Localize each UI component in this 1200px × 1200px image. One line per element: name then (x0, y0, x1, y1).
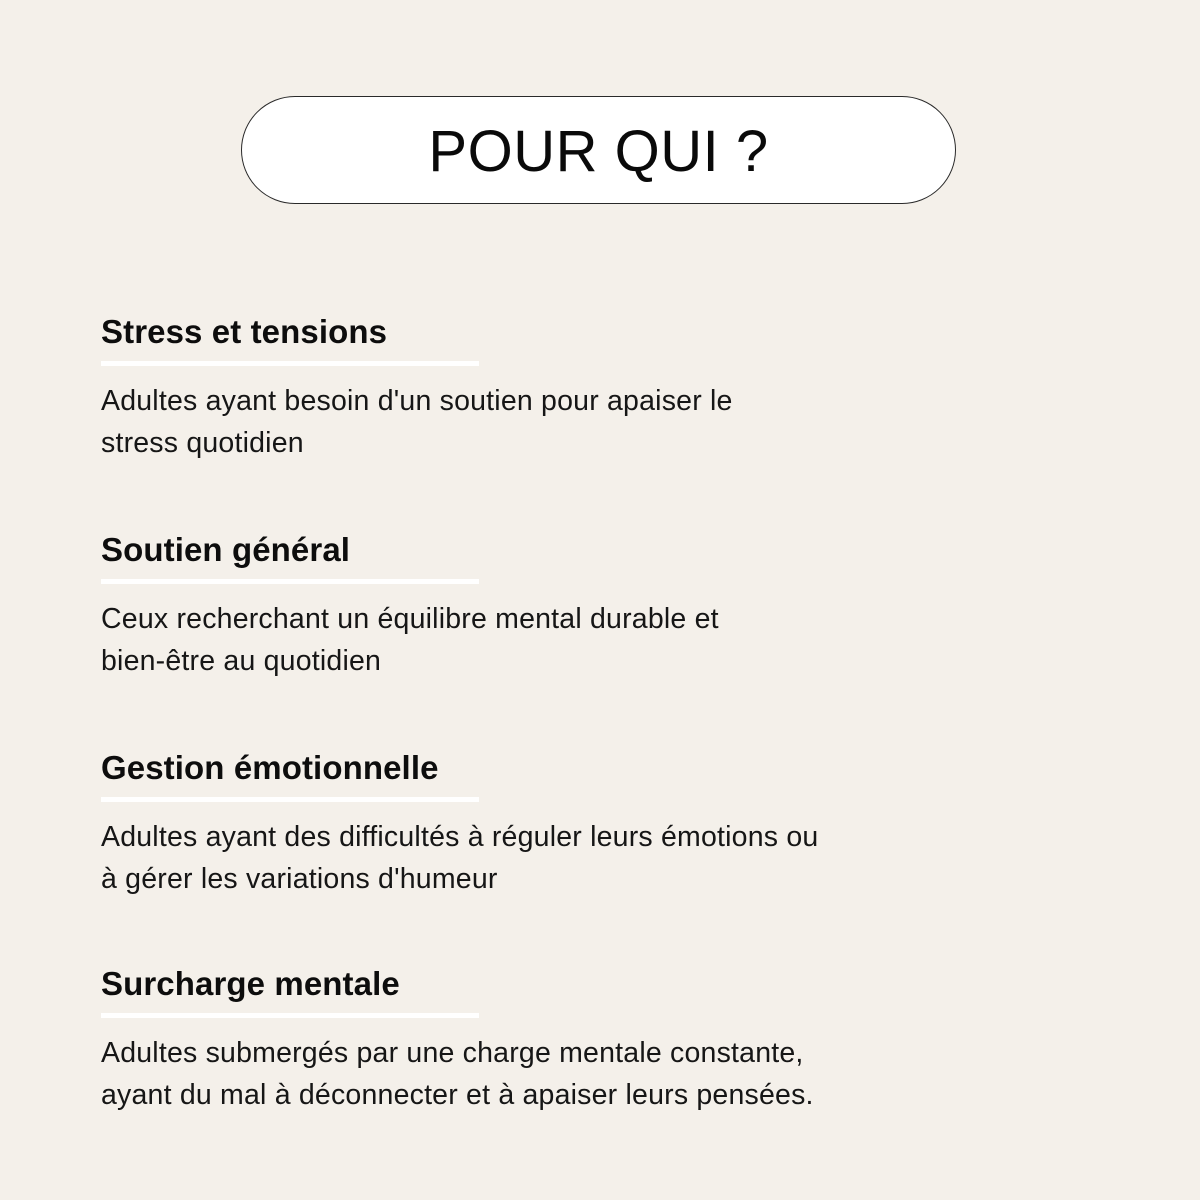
section-gestion-emotionnelle (101, 748, 1001, 900)
page-title: POUR QUI ? (428, 119, 769, 184)
section-divider (101, 1013, 479, 1018)
description-line: Adultes ayant des difficultés à réguler leurs émotions ou (101, 821, 819, 853)
section-description (101, 816, 1001, 900)
section-surcharge-mentale (101, 964, 1001, 1116)
section-description (101, 380, 1001, 464)
section-divider (101, 797, 479, 802)
description-line: bien-être au quotidien (101, 645, 382, 677)
description-line: à gérer les variations d'humeur (101, 863, 498, 895)
section-stress-tensions (101, 312, 1001, 464)
section-heading: Gestion émotionnelle (101, 749, 439, 786)
description-line: Ceux recherchant un équilibre mental durable et (101, 603, 719, 635)
section-divider (101, 361, 479, 366)
section-soutien-general (101, 530, 1001, 682)
section-heading: Surcharge mentale (101, 965, 400, 1002)
description-line: ayant du mal à déconnecter et à apaiser leurs pensées. (101, 1079, 814, 1111)
title-pill (241, 96, 956, 204)
description-line: Adultes submergés par une charge mentale constante, (101, 1037, 804, 1069)
section-heading: Soutien général (101, 531, 351, 568)
section-heading: Stress et tensions (101, 313, 388, 350)
description-line: stress quotidien (101, 427, 304, 459)
section-description (101, 1032, 1001, 1116)
section-description (101, 598, 1001, 682)
description-line: Adultes ayant besoin d'un soutien pour apaiser le (101, 385, 733, 417)
section-divider (101, 579, 479, 584)
